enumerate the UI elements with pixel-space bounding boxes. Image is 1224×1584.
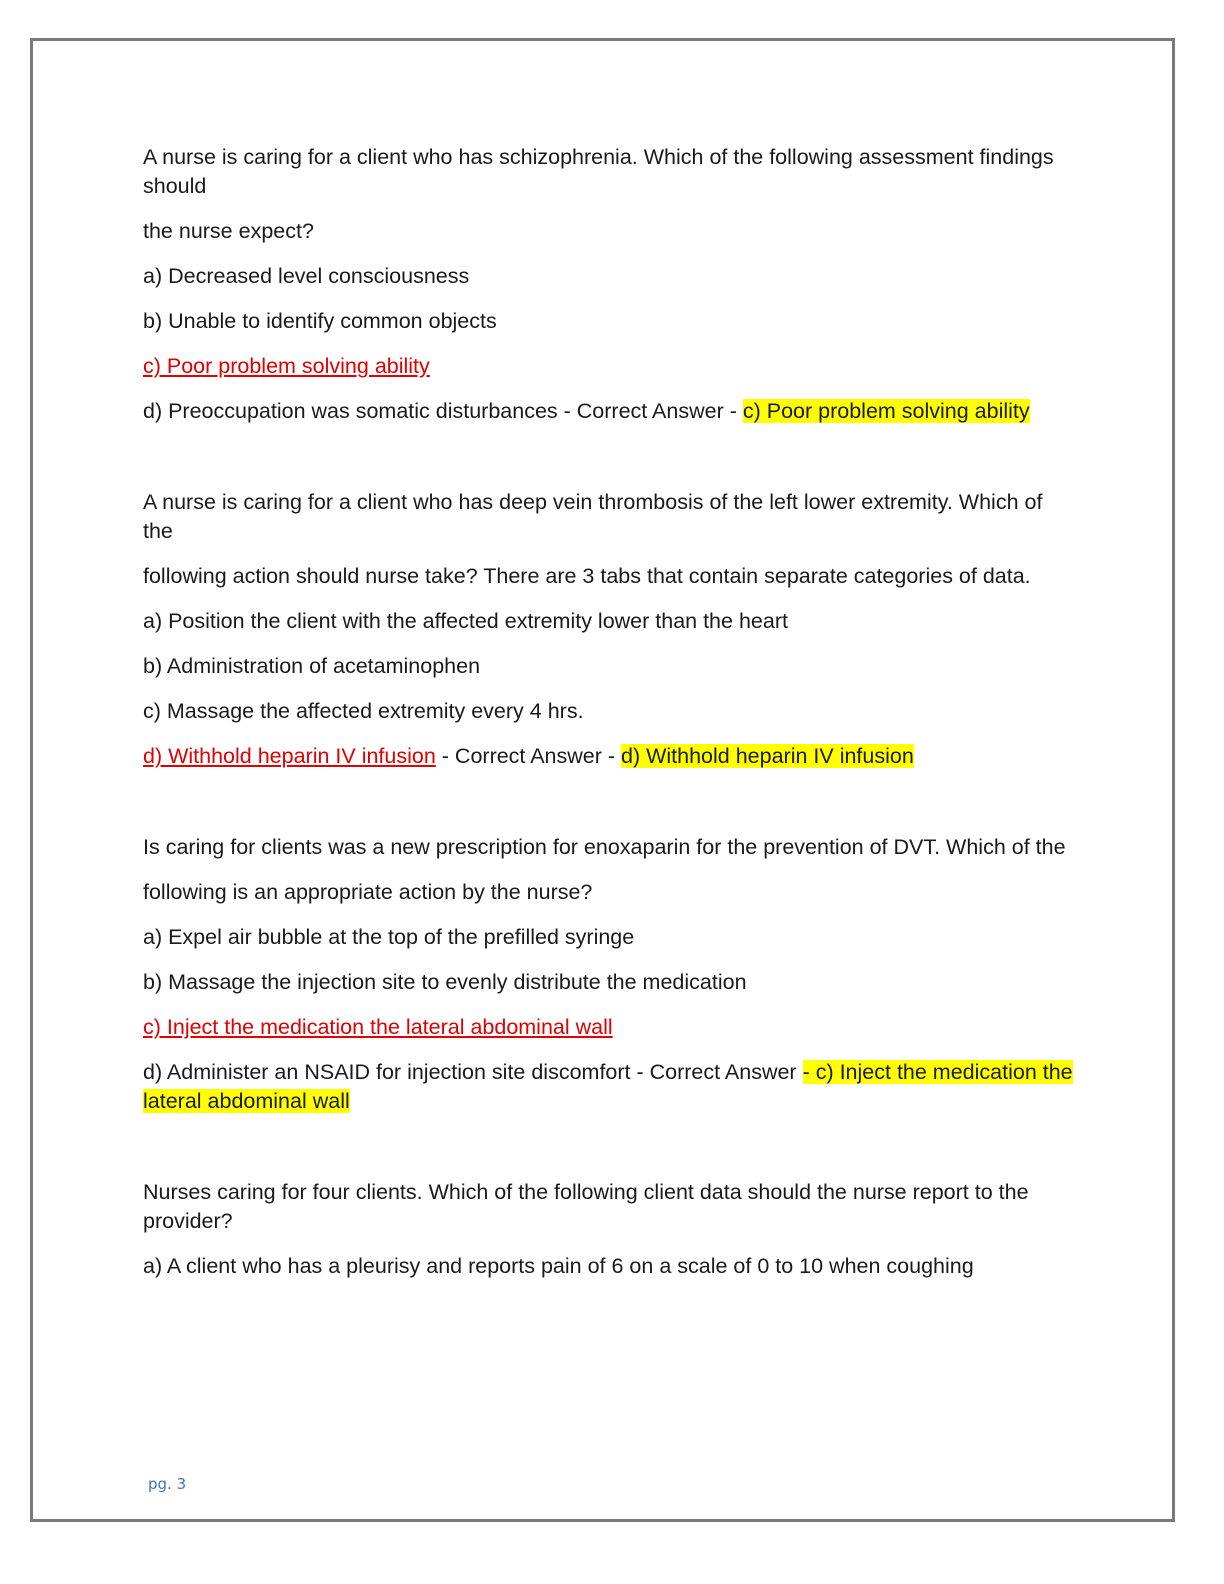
option-a: a) A client who has a pleurisy and reports pain of 6 on a scale of 0 to 10 when coughing [143,1254,974,1278]
option-d: d) Preoccupation was somatic disturbances - Correct Answer - [143,399,743,423]
question-1 [143,143,1078,426]
option-a: a) Expel air bubble at the top of the prefilled syringe [143,925,635,949]
question-stem-continued: the nurse expect? [143,219,314,243]
option-a: a) Decreased level consciousness [143,264,470,288]
question-3 [143,833,1078,1116]
option-d-with-answer [143,1058,1078,1116]
option-d-with-answer [143,397,1078,426]
correct-answer-highlight: c) Poor problem solving ability [742,399,1030,423]
option-c-marked-answer: c) Inject the medication the lateral abdominal wall [143,1015,613,1039]
option-d-marked-answer: d) Withhold heparin IV infusion [143,744,436,768]
question-stem: A nurse is caring for a client who has deep vein thrombosis of the left lower extremity. Which of the [143,490,1043,543]
spacer [143,442,1078,488]
option-a: a) Position the client with the affected extremity lower than the heart [143,609,788,633]
question-stem: Nurses caring for four clients. Which of the following client data should the nurse report to the provider? [143,1180,1029,1233]
correct-answer-highlight: d) Withhold heparin IV infusion [621,744,914,768]
correct-answer-label: - Correct Answer - [435,744,621,768]
correct-answer-highlight: - c) Inject the medication the lateral abdominal wall [143,1060,1073,1113]
option-c-marked-answer: c) Poor problem solving ability [143,354,430,378]
option-b: b) Unable to identify common objects [143,309,497,333]
option-b: b) Massage the injection site to evenly distribute the medication [143,970,747,994]
page-number: pg. 3 [148,1475,187,1493]
question-stem: Is caring for clients was a new prescription for enoxaparin for the prevention of DVT. Which of the [143,835,1066,859]
question-2 [143,488,1078,771]
document-body [143,143,1078,1297]
option-b: b) Administration of acetaminophen [143,654,481,678]
question-stem-continued: following action should nurse take? There are 3 tabs that contain separate categories of data. [143,564,1031,588]
option-d: d) Administer an NSAID for injection site discomfort - Correct Answer [143,1060,803,1084]
spacer [143,787,1078,833]
question-stem: A nurse is caring for a client who has schizophrenia. Which of the following assessment findings should [143,145,1054,198]
spacer [143,1132,1078,1178]
option-d-with-answer [143,742,1078,771]
question-stem-continued: following is an appropriate action by the nurse? [143,880,593,904]
question-4 [143,1178,1078,1281]
option-c: c) Massage the affected extremity every 4 hrs. [143,699,584,723]
